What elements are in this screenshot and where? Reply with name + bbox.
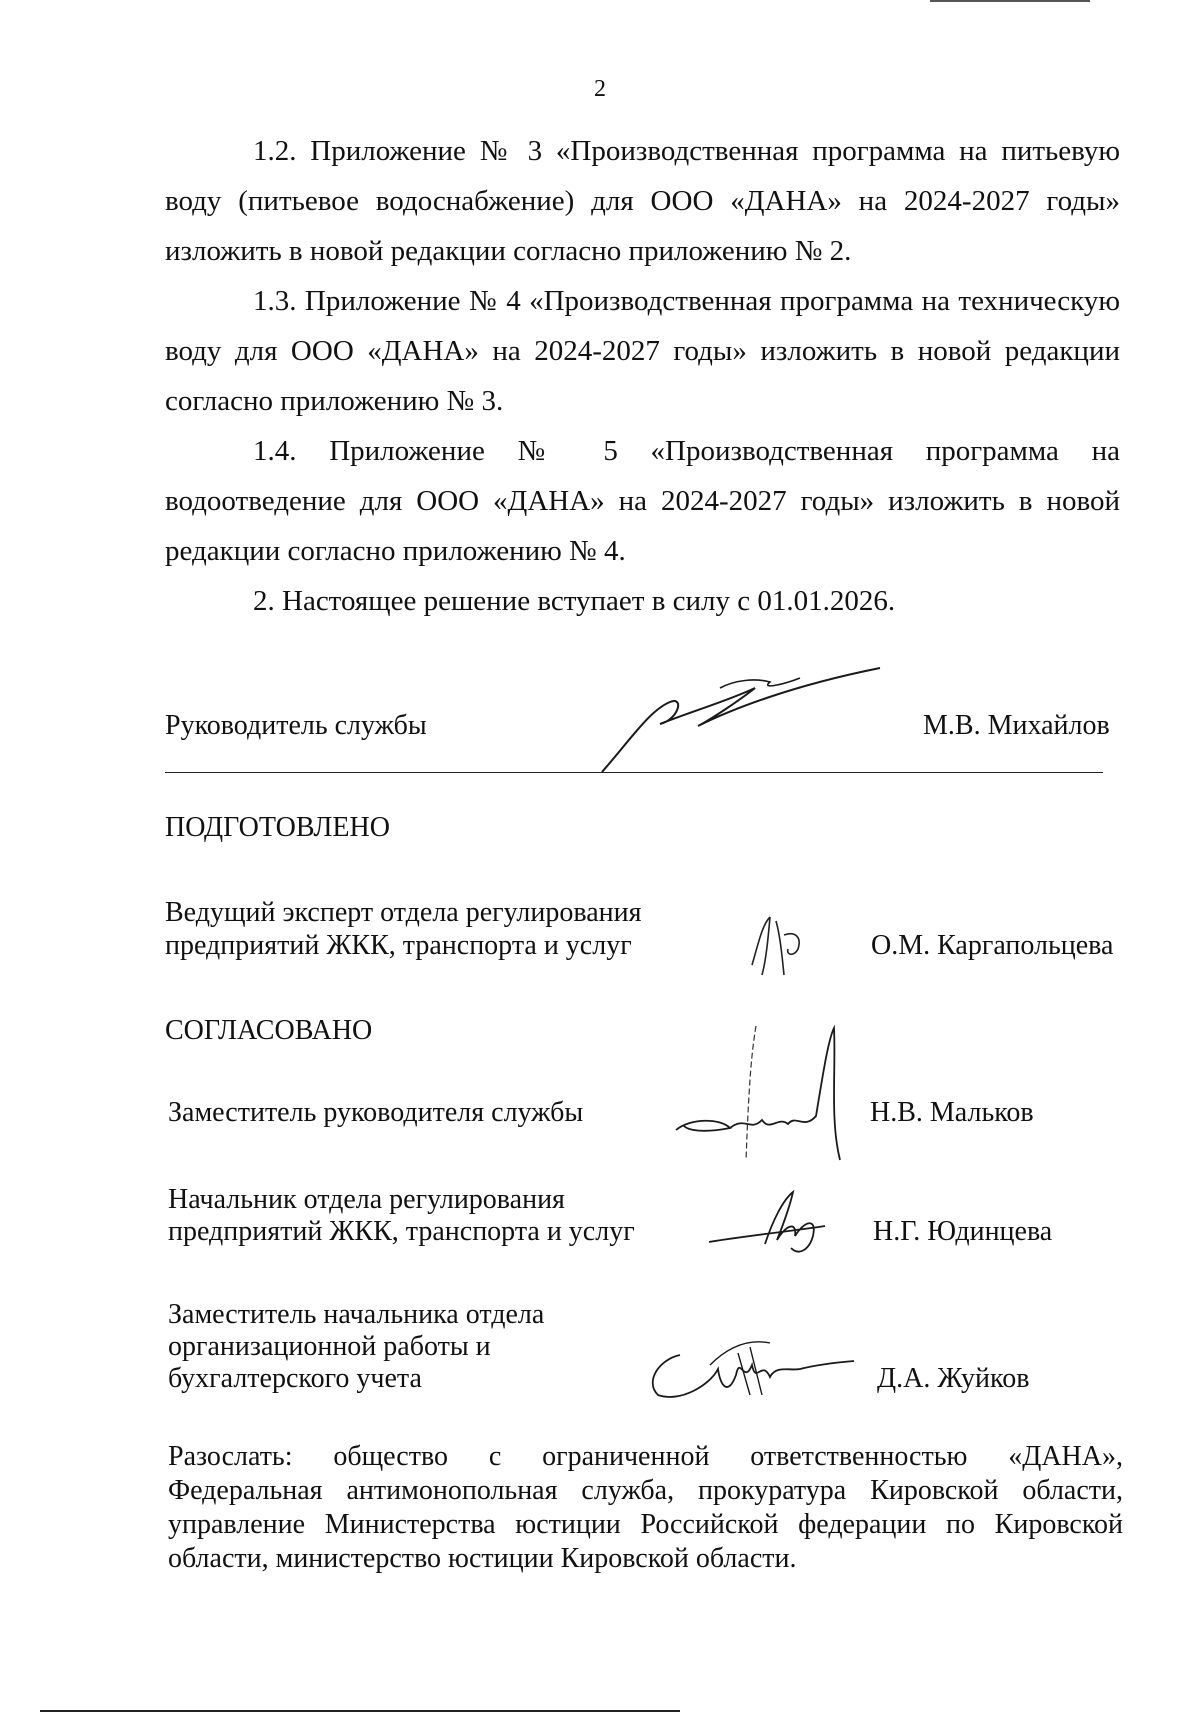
head-name: М.В. Михайлов	[923, 710, 1110, 741]
prepared-position-line1: Ведущий эксперт отдела регулирования	[165, 897, 642, 928]
distribution-first-line	[168, 1440, 1123, 1474]
agreed-signer-2-signature-icon	[705, 1180, 845, 1270]
head-signature-icon	[590, 660, 890, 780]
agreed-signer-2-name: Н.Г. Юдинцева	[873, 1216, 1053, 1247]
separator-line	[165, 772, 1103, 773]
prepared-position-line2: предприятий ЖКК, транспорта и услуг	[165, 930, 632, 961]
paragraph-1-2: 1.2. Приложение № 3 «Производственная программа на питьевую воду (питьевое водоснабжение) для ООО «ДАНА» на 2024-2027 годы» изложить в новой редакции согласно приложению № 2.	[165, 135, 1120, 267]
prepared-signature-icon	[740, 905, 820, 985]
agreed-signer-1-signature-icon	[670, 1020, 890, 1170]
agreed-signer-2-position-line2: предприятий ЖКК, транспорта и услуг	[168, 1216, 635, 1247]
distribution-first-recipient: общество с ограниченной ответственностью «ДАНА»,	[333, 1441, 1123, 1472]
agreed-signer-3-name: Д.А. Жуйков	[877, 1363, 1030, 1394]
agreed-signer-3-position-line3: бухгалтерского учета	[168, 1363, 422, 1394]
prepared-name: О.М. Каргапольцева	[871, 930, 1114, 961]
agreed-signer-1-position: Заместитель руководителя службы	[168, 1097, 584, 1128]
agreed-signer-3-position-line1: Заместитель начальника отдела	[168, 1299, 545, 1330]
paragraph-2: 2. Настоящее решение вступает в силу с 01.01.2026.	[253, 585, 896, 617]
paragraph-1-4: 1.4. Приложение № 5 «Производственная программа на водоотведение для ООО «ДАНА» на 2024-2027 годы» изложить в новой редакции согласно приложению № 4.	[165, 435, 1120, 567]
paragraph-1-3: 1.3. Приложение № 4 «Производственная программа на техническую воду для ООО «ДАНА» на 2024-2027 годы» изложить в новой редакции согласно приложению № 3.	[165, 285, 1120, 417]
agreed-signer-1-name: Н.В. Мальков	[870, 1097, 1034, 1128]
distribution-recipients: Федеральная антимонопольная служба, прокуратура Кировской области, управление Министерства юстиции Российской федерации по Кировской области, министерство юстиции Кировской области.	[168, 1475, 1123, 1574]
top-edge-mark	[930, 0, 1090, 6]
agreed-heading: СОГЛАСОВАНО	[165, 1015, 373, 1046]
prepared-heading: ПОДГОТОВЛЕНО	[165, 812, 390, 843]
page-number: 2	[594, 76, 606, 102]
head-position: Руководитель службы	[165, 710, 427, 741]
agreed-signer-3-position-line2: организационной работы и	[168, 1331, 491, 1362]
footer-line	[40, 1710, 680, 1712]
distribution-label: Разослать:	[168, 1441, 293, 1472]
distribution-block	[168, 1440, 1123, 1576]
agreed-signer-2-position-line1: Начальник отдела регулирования	[168, 1184, 565, 1215]
agreed-signer-3-signature-icon	[640, 1325, 860, 1415]
